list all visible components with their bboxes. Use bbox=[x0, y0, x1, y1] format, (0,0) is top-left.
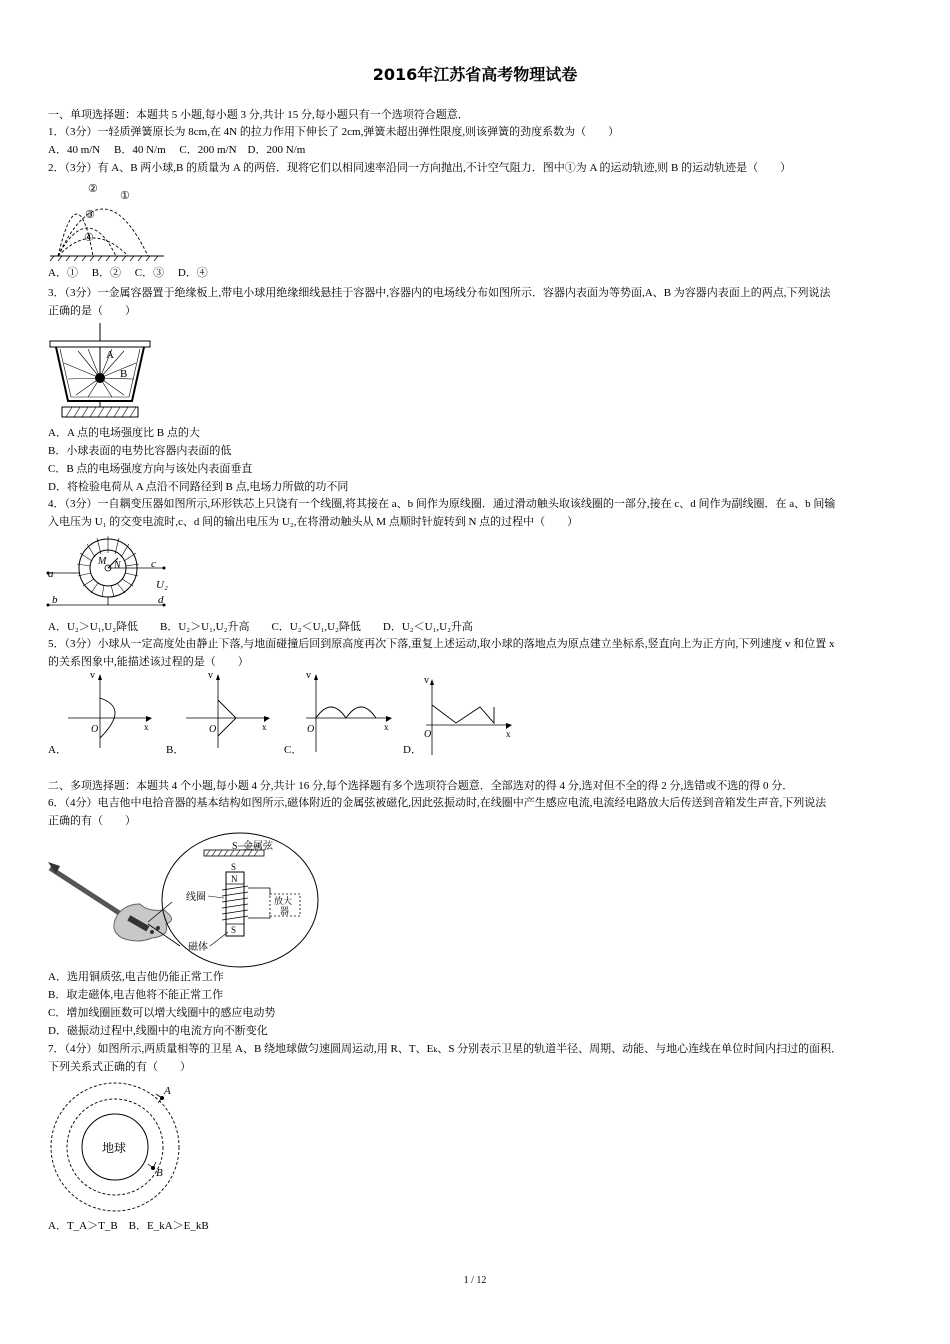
section-heading-multiple-choice: 二、多项选择题：本题共 4 个小题,每小题 4 分,共计 16 分,每个选择题有多个选项符合题意．全部选对的得 4 分,选对但不全的得 2 分,选错或不选的得 0 分． bbox=[48, 780, 794, 792]
question-3-option-d: D．将检验电荷从 A 点沿不同路径到 B 点,电场力所做的功不同 bbox=[48, 481, 349, 493]
magnet-s-bottom-label: S bbox=[231, 925, 237, 935]
graph-option-b bbox=[182, 670, 282, 750]
graph-option-a bbox=[62, 670, 162, 750]
coil-label: 线圈 bbox=[186, 892, 206, 903]
question-7-options: A．T_A＞T_B B．E_kA＞E_kB bbox=[48, 1220, 209, 1232]
question-3-stem-line1: 3．（3分）一金属容器置于绝缘板上,带电小球用绝缘细线悬挂于容器中,容器内的电场线分布如图所示．容器内表面为等势面,A、B 为容器内表面上的两点,下列说法 bbox=[48, 287, 831, 299]
graph-option-c bbox=[302, 670, 402, 752]
axis-x-label: x bbox=[506, 729, 511, 739]
magnet-s-label: S bbox=[231, 862, 237, 872]
question-4-stem-line1: 4．（3分）一自耦变压器如图所示,环形铁芯上只饶有一个线圈,将其接在 a、b 间作为原线圈．通过滑动触头取该线圈的一部分,接在 c、d 间作为副线圈．在 a、b 间输 bbox=[48, 498, 836, 510]
satellite-b-label: B bbox=[156, 1167, 163, 1179]
axis-v-label: v bbox=[90, 670, 95, 681]
origin-label: O bbox=[307, 724, 315, 735]
satellite-a-label: A bbox=[164, 1085, 171, 1097]
earth-label: 地球 bbox=[102, 1141, 127, 1155]
terminal-a-label: a bbox=[48, 568, 54, 580]
amplifier-label-1: 放大 bbox=[274, 896, 293, 906]
page-number: 1 / 12 bbox=[463, 1275, 487, 1286]
graph-option-b-label: B． bbox=[166, 744, 185, 756]
question-6-option-c: C．增加线圈匝数可以增大线圈中的感应电动势 bbox=[48, 1007, 276, 1019]
axis-x-label: x bbox=[262, 722, 267, 732]
origin-label: O bbox=[209, 724, 217, 735]
autotransformer-figure bbox=[46, 533, 176, 613]
axis-x-label: x bbox=[384, 722, 389, 732]
guitar-illustration bbox=[48, 862, 172, 941]
trajectory-label-2: ② bbox=[88, 183, 98, 195]
terminal-d-label: d bbox=[158, 594, 164, 606]
question-6-option-a: A．选用铜质弦,电吉他仍能正常工作 bbox=[48, 971, 224, 983]
point-a-label: A bbox=[106, 349, 114, 361]
metal-string-label: 金属弦 bbox=[243, 841, 273, 852]
point-n-label: N bbox=[114, 560, 121, 571]
question-4-options: A．U₂＞U₁,U₂降低 B．U₂＞U₁,U₂升高 C．U₂＜U₁,U₂降低 D．U₂＜U₁,U₂升高 bbox=[48, 621, 473, 633]
question-7-stem-line2: 下列关系式正确的有（ ） bbox=[48, 1061, 191, 1073]
magnet-n-label: N bbox=[231, 874, 238, 884]
metal-container-field-figure bbox=[48, 323, 158, 421]
amplifier-label-2: 器 bbox=[280, 906, 290, 916]
graph-option-a-label: A． bbox=[48, 744, 67, 756]
axis-x-label: x bbox=[144, 722, 149, 732]
section-heading-single-choice: 一、单项选择题：本题共 5 小题,每小题 3 分,共计 15 分,每小题只有一个选项符合题意． bbox=[48, 109, 469, 121]
trajectory-label-3: ③ bbox=[85, 209, 95, 221]
satellite-orbits-figure bbox=[48, 1080, 188, 1214]
origin-label: O bbox=[91, 724, 99, 735]
graph-option-d-label: D． bbox=[403, 744, 422, 756]
page-title: 2016年江苏省高考物理试卷 bbox=[372, 65, 578, 84]
axis-v-label: v bbox=[424, 675, 429, 686]
question-3-option-c: C．B 点的电场强度方向与该处内表面垂直 bbox=[48, 463, 253, 475]
question-4-stem-line2: 入电压为 U₁ 的交变电流时,c、d 间的输出电压为 U₂,在将滑动触头从 M 点顺时针旋转到 N 点的过程中（ ） bbox=[48, 516, 579, 528]
terminal-c-label: c bbox=[151, 558, 156, 570]
trajectory-label-4: ④ bbox=[84, 232, 94, 244]
terminal-b-label: b bbox=[52, 594, 58, 606]
question-5-stem-line1: 5．（3分）小球从一定高度处由静止下落,与地面碰撞后回到原高度再次下落,重复上述运动,取小球的落地点为原点建立坐标系,竖直向上为正方向,下列速度 v 和位置 x bbox=[48, 638, 835, 650]
magnet-label: 磁体 bbox=[188, 942, 208, 953]
guitar-pickup-figure bbox=[48, 832, 323, 970]
question-6-option-d: D．磁振动过程中,线圈中的电流方向不断变化 bbox=[48, 1025, 268, 1037]
question-5-stem-line2: 的关系图象中,能描述该过程的是（ ） bbox=[48, 656, 249, 668]
point-m-label: M bbox=[98, 556, 107, 567]
question-2-stem: 2．（3分）有 A、B 两小球,B 的质量为 A 的两倍．现将它们以相同速率沿同一方向抛出,不计空气阻力．图中①为 A 的运动轨迹,则 B 的运动轨迹是（ ） bbox=[48, 162, 792, 174]
question-3-option-a: A．A 点的电场强度比 B 点的大 bbox=[48, 427, 200, 439]
voltage-u2-label: U₂ bbox=[156, 579, 168, 591]
point-b-label: B bbox=[120, 368, 128, 380]
question-2-options: A．① B．② C．③ D．④ bbox=[48, 267, 208, 279]
question-6-option-b: B．取走磁体,电吉他将不能正常工作 bbox=[48, 989, 224, 1001]
projectile-trajectories-figure bbox=[48, 180, 168, 262]
question-6-stem-line1: 6．（4分）电吉他中电拾音器的基本结构如图所示,磁体附近的金属弦被磁化,因此弦振动时,在线圈中产生感应电流,电流经电路放大后传送到音箱发生声音,下列说法 bbox=[48, 797, 827, 809]
graph-option-c-label: C． bbox=[284, 744, 303, 756]
trajectory-label-1: ① bbox=[120, 190, 130, 202]
question-3-option-b: B．小球表面的电势比容器内表面的低 bbox=[48, 445, 232, 457]
question-1-options: A．40 m/N B．40 N/m C．200 m/N D．200 N/m bbox=[48, 144, 306, 156]
origin-label: O bbox=[424, 729, 432, 740]
question-3-stem-line2: 正确的是（ ） bbox=[48, 305, 136, 317]
question-6-stem-line2: 正确的有（ ） bbox=[48, 815, 136, 827]
axis-v-label: v bbox=[306, 670, 311, 681]
axis-v-label: v bbox=[208, 670, 213, 681]
question-1-stem: 1．（3分）一轻质弹簧原长为 8cm,在 4N 的拉力作用下伸长了 2cm,弹簧未超出弹性限度,则该弹簧的劲度系数为（ ） bbox=[48, 126, 620, 138]
string-s-label: S bbox=[232, 841, 238, 852]
question-7-stem-line1: 7．（4分）如图所示,两质量相等的卫星 A、B 绕地球做匀速圆周运动,用 R、T、Eₖ、S 分别表示卫星的轨道半径、周期、动能、与地心连线在单位时间内扫过的面积． bbox=[48, 1043, 843, 1055]
